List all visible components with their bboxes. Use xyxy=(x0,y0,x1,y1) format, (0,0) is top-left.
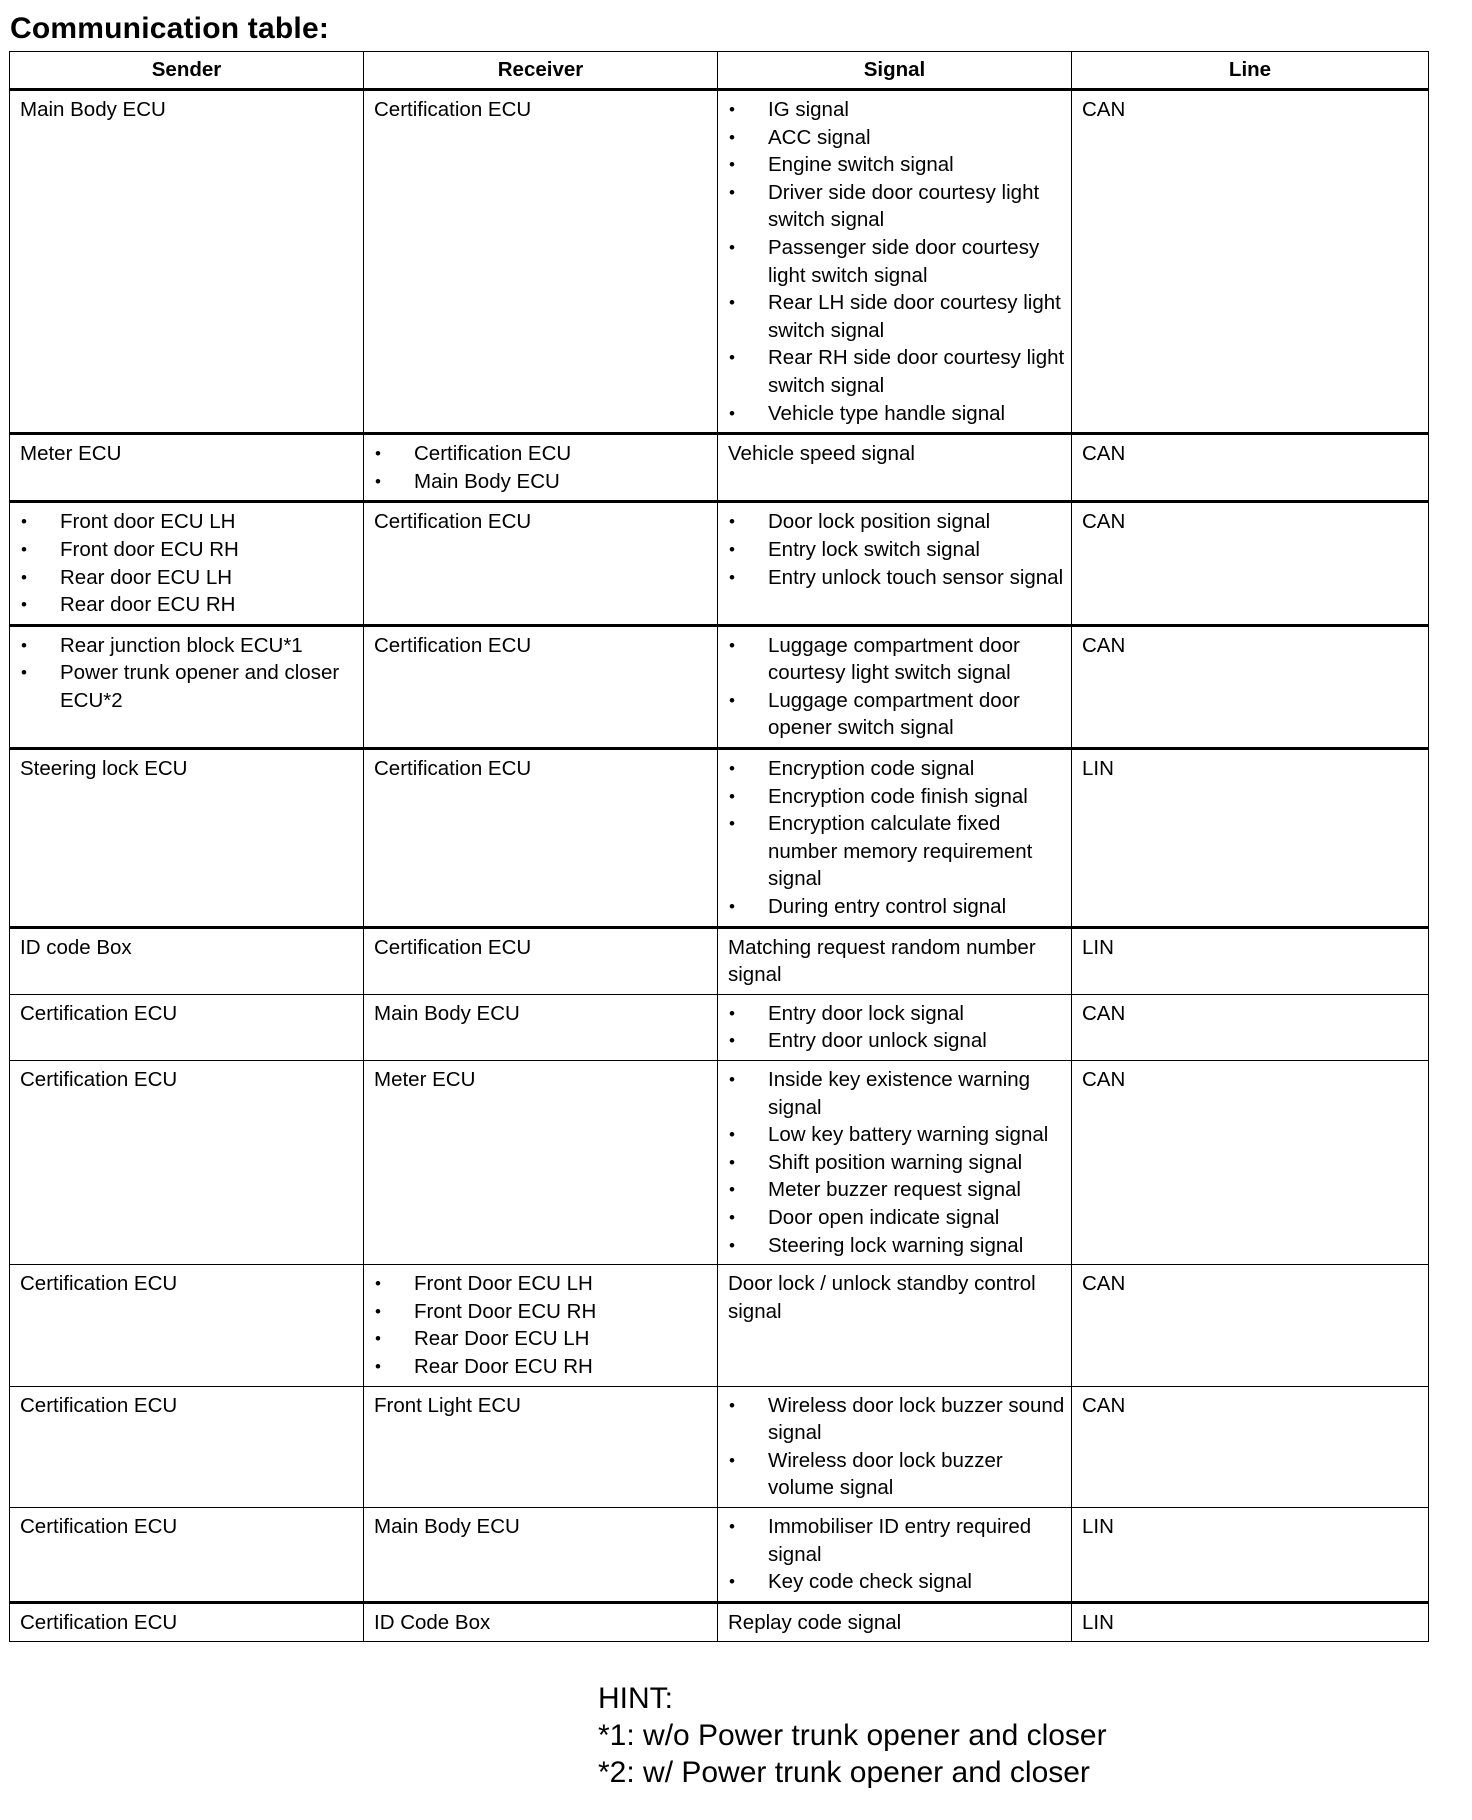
table-row xyxy=(10,749,1429,928)
communication-table xyxy=(9,51,1429,1642)
signal-list xyxy=(728,1000,1065,1055)
receiver-text: Main Body ECU xyxy=(374,1001,520,1025)
signal-cell xyxy=(718,1386,1072,1507)
list-item: • During entry control signal xyxy=(728,893,1065,921)
list-item: • Inside key existence warning signal xyxy=(728,1066,1065,1121)
list-item: • Passenger side door courtesy light switch signal xyxy=(728,234,1065,289)
signal-list xyxy=(728,508,1065,591)
line-cell: CAN xyxy=(1072,1061,1429,1265)
hint-note-2: *2: w/ Power trunk opener and closer xyxy=(598,1756,1090,1789)
receiver-list xyxy=(374,440,711,495)
sender-cell xyxy=(10,1265,364,1386)
signal-cell xyxy=(718,1061,1072,1265)
list-item: • Wireless door lock buzzer volume signal xyxy=(728,1447,1065,1502)
list-item: • Door open indicate signal xyxy=(728,1204,1065,1232)
sender-cell xyxy=(10,927,364,994)
list-item: • Rear door ECU LH xyxy=(20,564,357,592)
line-cell: CAN xyxy=(1072,1265,1429,1386)
table-row xyxy=(10,994,1429,1060)
line-cell: CAN xyxy=(1072,90,1429,434)
table-row xyxy=(10,1602,1429,1642)
line-cell: CAN xyxy=(1072,502,1429,625)
list-item: • Encryption code signal xyxy=(728,755,1065,783)
receiver-text: Certification ECU xyxy=(374,757,532,781)
list-item: • Front door ECU RH xyxy=(20,536,357,564)
signal-cell xyxy=(718,434,1072,502)
sender-text: Main Body ECU xyxy=(20,98,166,121)
list-item: • Entry door lock signal xyxy=(728,1000,1065,1028)
table-header-row xyxy=(10,52,1429,90)
sender-cell xyxy=(10,1386,364,1507)
sender-cell xyxy=(10,502,364,625)
signal-list xyxy=(728,632,1065,742)
signal-cell xyxy=(718,927,1072,994)
sender-cell xyxy=(10,749,364,928)
list-item: • Rear door ECU RH xyxy=(20,591,357,619)
list-item: • ACC signal xyxy=(728,124,1065,152)
list-item: • Key code check signal xyxy=(728,1568,1065,1596)
hint-note-1: *1: w/o Power trunk opener and closer xyxy=(598,1719,1107,1752)
table-row xyxy=(10,625,1429,748)
sender-list xyxy=(20,508,357,618)
sender-text: Certification ECU xyxy=(20,1068,178,1091)
list-item: • Low key battery warning signal xyxy=(728,1121,1065,1149)
list-item: • Wireless door lock buzzer sound signal xyxy=(728,1392,1065,1447)
list-item: • Rear Door ECU LH xyxy=(374,1325,711,1353)
list-item: • Front door ECU LH xyxy=(20,508,357,536)
list-item: • Driver side door courtesy light switch signal xyxy=(728,179,1065,234)
receiver-list xyxy=(374,1270,711,1380)
line-cell: CAN xyxy=(1072,994,1429,1060)
signal-cell xyxy=(718,625,1072,748)
list-item: • Certification ECU xyxy=(374,440,711,468)
receiver-cell xyxy=(364,625,718,748)
list-item: • Main Body ECU xyxy=(374,468,711,496)
signal-cell xyxy=(718,994,1072,1060)
receiver-cell xyxy=(364,994,718,1060)
hint-label: HINT: xyxy=(598,1682,673,1715)
list-item: • Entry door unlock signal xyxy=(728,1027,1065,1055)
signal-text: Vehicle speed signal xyxy=(728,442,915,466)
receiver-text: Certification ECU xyxy=(374,98,532,121)
table-row xyxy=(10,434,1429,502)
column-header-sender: Sender xyxy=(10,52,364,90)
receiver-cell xyxy=(364,1386,718,1507)
page-title: Communication table: xyxy=(10,12,330,45)
table-row xyxy=(10,502,1429,625)
receiver-cell xyxy=(364,90,718,434)
table-row xyxy=(10,927,1429,994)
list-item: • Engine switch signal xyxy=(728,151,1065,179)
sender-cell xyxy=(10,1602,364,1642)
list-item: • Shift position warning signal xyxy=(728,1149,1065,1177)
sender-text: Certification ECU xyxy=(20,1393,178,1417)
sender-cell xyxy=(10,1061,364,1265)
signal-list xyxy=(728,1392,1065,1502)
sender-text: Certification ECU xyxy=(20,1514,178,1538)
list-item: • Rear RH side door courtesy light switch signal xyxy=(728,344,1065,399)
signal-text: Replay code signal xyxy=(728,1610,902,1634)
sender-cell xyxy=(10,994,364,1060)
receiver-cell xyxy=(364,749,718,928)
list-item: • Encryption code finish signal xyxy=(728,783,1065,811)
sender-cell xyxy=(10,625,364,748)
receiver-text: Meter ECU xyxy=(374,1068,476,1091)
signal-cell xyxy=(718,502,1072,625)
sender-text: Certification ECU xyxy=(20,1610,178,1634)
receiver-cell xyxy=(364,1507,718,1602)
line-cell: LIN xyxy=(1072,1602,1429,1642)
table-row xyxy=(10,1507,1429,1602)
receiver-text: Certification ECU xyxy=(374,510,532,534)
receiver-text: Certification ECU xyxy=(374,935,532,959)
list-item: • Meter buzzer request signal xyxy=(728,1176,1065,1204)
signal-cell xyxy=(718,1507,1072,1602)
table-row xyxy=(10,1061,1429,1265)
line-cell: CAN xyxy=(1072,1386,1429,1507)
list-item: • Door lock position signal xyxy=(728,508,1065,536)
signal-list xyxy=(728,755,1065,921)
table-body xyxy=(10,90,1429,1642)
sender-cell xyxy=(10,1507,364,1602)
table-row xyxy=(10,1265,1429,1386)
list-item: • Vehicle type handle signal xyxy=(728,400,1065,428)
receiver-cell xyxy=(364,502,718,625)
signal-list xyxy=(728,1513,1065,1596)
list-item: • Rear LH side door courtesy light switch signal xyxy=(728,289,1065,344)
list-item: • Front Door ECU LH xyxy=(374,1270,711,1298)
sender-list xyxy=(20,632,357,715)
list-item: • Steering lock warning signal xyxy=(728,1232,1065,1260)
receiver-cell xyxy=(364,1061,718,1265)
receiver-text: Certification ECU xyxy=(374,633,532,657)
column-header-signal: Signal xyxy=(718,52,1072,90)
receiver-text: Front Light ECU xyxy=(374,1393,521,1417)
signal-cell xyxy=(718,1265,1072,1386)
signal-text: Matching request random number signal xyxy=(728,935,1036,987)
signal-cell xyxy=(718,1602,1072,1642)
sender-cell xyxy=(10,434,364,502)
receiver-text: Main Body ECU xyxy=(374,1514,520,1538)
sender-text: Certification ECU xyxy=(20,1272,178,1296)
signal-list xyxy=(728,1066,1065,1259)
sender-text: Steering lock ECU xyxy=(20,757,188,781)
list-item: • Rear junction block ECU*1 xyxy=(20,632,357,660)
receiver-cell xyxy=(364,434,718,502)
line-cell: LIN xyxy=(1072,927,1429,994)
line-cell: LIN xyxy=(1072,749,1429,928)
signal-text: Door lock / unlock standby control signal xyxy=(728,1272,1036,1323)
list-item: • Rear Door ECU RH xyxy=(374,1353,711,1381)
list-item: • Encryption calculate fixed number memory requirement signal xyxy=(728,810,1065,893)
hint-block xyxy=(598,1680,1107,1791)
list-item: • Luggage compartment door courtesy light switch signal xyxy=(728,632,1065,687)
list-item: • Power trunk opener and closer ECU*2 xyxy=(20,659,357,714)
sender-text: ID code Box xyxy=(20,935,132,959)
sender-cell xyxy=(10,90,364,434)
receiver-cell xyxy=(364,1602,718,1642)
line-cell: LIN xyxy=(1072,1507,1429,1602)
sender-text: Certification ECU xyxy=(20,1001,178,1025)
signal-cell xyxy=(718,90,1072,434)
list-item: • Entry unlock touch sensor signal xyxy=(728,564,1065,592)
signal-list xyxy=(728,96,1065,427)
receiver-text: ID Code Box xyxy=(374,1610,491,1634)
list-item: • Luggage compartment door opener switch signal xyxy=(728,687,1065,742)
table-row xyxy=(10,90,1429,434)
sender-text: Meter ECU xyxy=(20,442,122,466)
column-header-line: Line xyxy=(1072,52,1429,90)
list-item: • Front Door ECU RH xyxy=(374,1298,711,1326)
list-item: • Immobiliser ID entry required signal xyxy=(728,1513,1065,1568)
column-header-receiver: Receiver xyxy=(364,52,718,90)
receiver-cell xyxy=(364,927,718,994)
list-item: • IG signal xyxy=(728,96,1065,124)
list-item: • Entry lock switch signal xyxy=(728,536,1065,564)
receiver-cell xyxy=(364,1265,718,1386)
line-cell: CAN xyxy=(1072,625,1429,748)
line-cell: CAN xyxy=(1072,434,1429,502)
signal-cell xyxy=(718,749,1072,928)
table-row xyxy=(10,1386,1429,1507)
